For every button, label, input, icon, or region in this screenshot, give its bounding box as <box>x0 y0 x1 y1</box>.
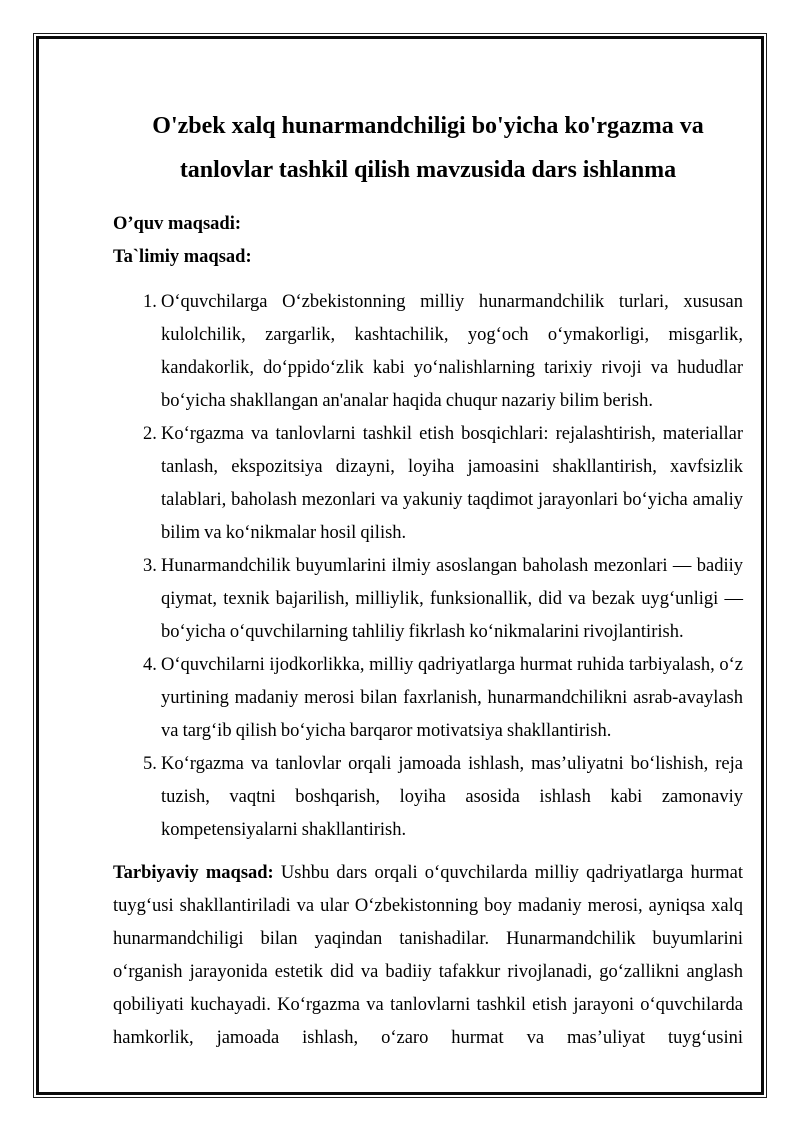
heading-talimiy-maqsad: Ta`limiy maqsad: <box>113 247 252 267</box>
page-title <box>113 104 743 192</box>
list-item-5: 5. Koʻrgazma va tanlovlar orqali jamoada ishlash, mas’uliyatni boʻlishish, reja tuzish, vaqtni boshqarish, loyiha asosida ishlash kabi zamonaviy kompetensiyalarni shakllantirish. <box>161 748 743 847</box>
page-title-line-1: O'zbek xalq hunarmandchiligi bo'yicha ko'rgazma va <box>152 113 704 139</box>
tarbiyaviy-label: Tarbiyaviy maqsad: <box>113 863 274 883</box>
list-item-1: 1. Oʻquvchilarga Oʻzbekistonning milliy hunarmandchilik turlari, xususan kulolchilik, zargarlik, kashtachilik, yogʻoch oʻymakorligi, misgarlik, kandakorlik, doʻppidoʻzlik kabi yoʻnalishlarning tarixiy rivoji va hududlar boʻyicha shakllangan an'analar haqida chuqur nazariy bilim berish. <box>161 286 743 418</box>
page-title-line-2: tanlovlar tashkil qilish mavzusida dars ishlanma <box>179 157 677 183</box>
document-content <box>113 104 743 1055</box>
talimiy-objectives-list <box>113 286 743 847</box>
list-item-3: 3. Hunarmandchilik buyumlarini ilmiy asoslangan baholash mezonlari — badiiy qiymat, texnik bajarilish, milliylik, funksionallik, did va bezak uygʻunligi — boʻyicha oʻquvchilarning tahliliy fikrlash koʻnikmalarini rivojlantirish. <box>161 550 743 649</box>
tarbiyaviy-paragraph <box>113 857 743 1055</box>
tarbiyaviy-text: Ushbu dars orqali oʻquvchilarda milliy qadriyatlarga hurmat tuygʻusi shakllantiriladi va ular Oʻzbekistonning boy madaniy merosi, ayniqsa xalq hunarmandchiligi bilan yaqindan tanishadilar. Hunarmandchilik buyumlarini oʻrganish jarayonida estetik did va badiiy tafakkur rivojlanadi, goʻzallikni anglash qobiliyati kuchayadi. Koʻrgazma va tanlovlarni tashkil etish jarayoni oʻquvchilarda hamkorlik, jamoada ishlash, oʻzaro hurmat va mas’uliyat tuygʻusini <box>113 863 743 1048</box>
heading-oquv-maqsadi: O’quv maqsadi: <box>113 214 241 234</box>
list-item-4: 4. Oʻquvchilarni ijodkorlikka, milliy qadriyatlarga hurmat ruhida tarbiyalash, oʻz yurtining madaniy merosi bilan faxrlanish, hunarmandchilikni asrab-avaylash va targʻib qilish boʻyicha barqaror motivatsiya shakllantirish. <box>161 649 743 748</box>
list-item-2: 2. Koʻrgazma va tanlovlarni tashkil etish bosqichlari: rejalashtirish, materiallar tanlash, ekspozitsiya dizayni, loyiha jamoasini shakllantirish, xavfsizlik talablari, baholash mezonlari va yakuniy taqdimot jarayonlari boʻyicha amaliy bilim va koʻnikmalar hosil qilish. <box>161 418 743 550</box>
